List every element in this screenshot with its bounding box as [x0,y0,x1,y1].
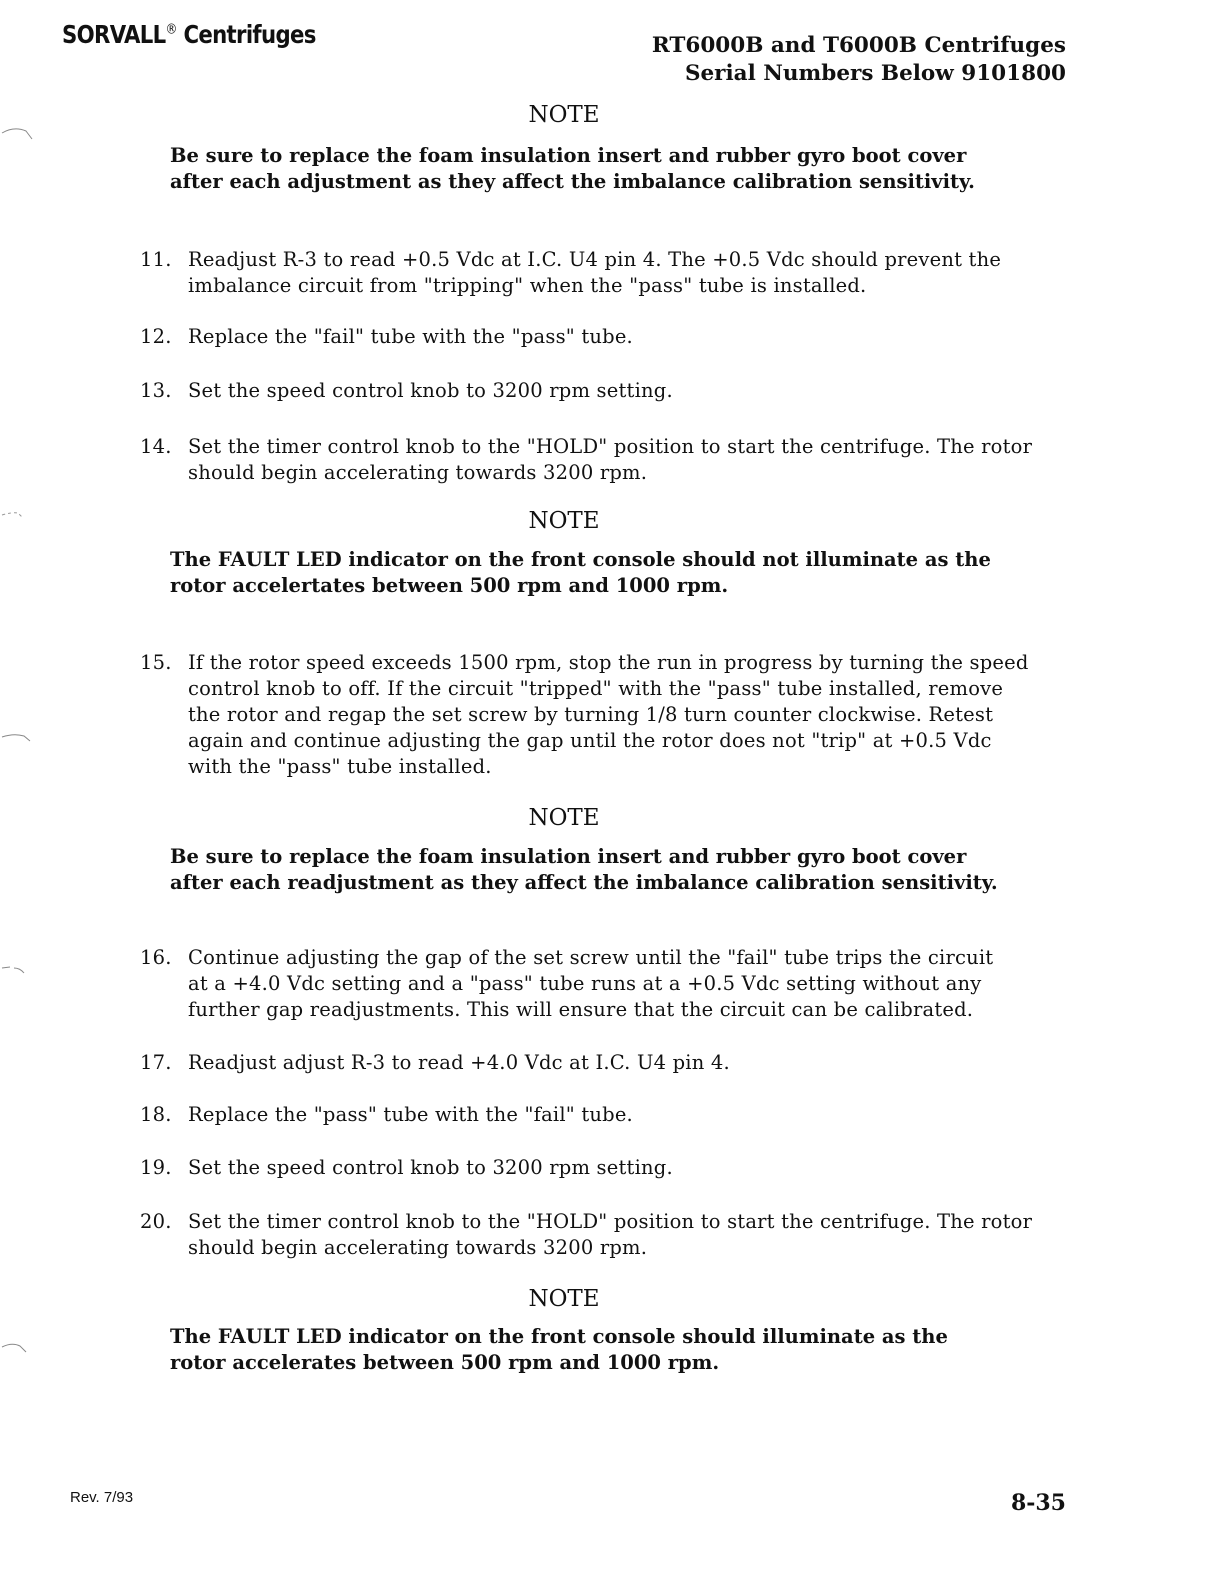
step-line: Replace the "pass" tube with the "fail" tube. [188,1103,633,1126]
note-body [170,143,990,195]
document-header [652,32,1066,88]
step-number: 11. [140,248,172,271]
note-line: Be sure to replace the foam insulation insert and rubber gyro boot cover [170,845,967,868]
step-text [188,434,1040,486]
note-title: NOTE [528,805,600,831]
step-number: 20. [140,1210,172,1233]
step-line: Replace the "fail" tube with the "pass" tube. [188,325,633,348]
note-line: rotor accelertates between 500 rpm and 1000 rpm. [170,574,729,597]
step-number: 14. [140,435,172,458]
step-number: 18. [140,1103,172,1126]
step-line: imbalance circuit from "tripping" when the "pass" tube is installed. [188,274,867,297]
scan-mark [0,1338,34,1358]
step-line: again and continue adjusting the gap until the rotor does not "trip" at +0.5 Vdc [188,729,992,752]
note-line: Be sure to replace the foam insulation insert and rubber gyro boot cover [170,144,967,167]
step-line: control knob to off. If the circuit "tripped" with the "pass" tube installed, remove [188,677,1004,700]
note-body [170,1324,990,1376]
step-number: 13. [140,379,172,402]
step-text [188,1050,1040,1076]
step-text [188,1102,1040,1128]
note-title: NOTE [528,508,600,534]
scan-mark [0,123,34,143]
step-number: 17. [140,1051,172,1074]
brand-product: Centrifuges [183,20,316,49]
step-line: Continue adjusting the gap of the set screw until the "fail" tube trips the circuit [188,946,994,969]
step-text [188,324,1040,350]
page-number: 8-35 [1010,1490,1066,1516]
step-line: should begin accelerating towards 3200 rpm. [188,1236,648,1259]
note-body [170,547,990,599]
step-line: Readjust adjust R-3 to read +4.0 Vdc at I.C. U4 pin 4. [188,1051,730,1074]
step-number: 16. [140,946,172,969]
step-number: 19. [140,1156,172,1179]
header-subtitle: Serial Numbers Below 9101800 [684,61,1066,86]
brand-logo [62,20,316,49]
revision-label: Rev. 7/93 [70,1489,134,1506]
step-line: should begin accelerating towards 3200 rpm. [188,461,648,484]
note-line: The FAULT LED indicator on the front console should not illuminate as the [170,548,991,571]
note-line: after each adjustment as they affect the imbalance calibration sensitivity. [170,170,975,193]
brand-name: SORVALL [62,20,166,49]
note-line: after each readjustment as they affect the imbalance calibration sensitivity. [170,871,998,894]
step-line: If the rotor speed exceeds 1500 rpm, stop the run in progress by turning the speed [188,651,1029,674]
note-line: The FAULT LED indicator on the front console should illuminate as the [170,1325,948,1348]
step-line: Set the timer control knob to the "HOLD" position to start the centrifuge. The rotor [188,435,1033,458]
registered-mark: ® [165,21,177,38]
step-line: Set the speed control knob to 3200 rpm setting. [188,379,673,402]
step-text [188,247,1040,299]
step-text [188,1209,1040,1261]
scan-mark [0,727,34,747]
note-line: rotor accelerates between 500 rpm and 1000 rpm. [170,1351,720,1374]
step-line: further gap readjustments. This will ensure that the circuit can be calibrated. [188,998,974,1021]
note-title: NOTE [528,102,600,128]
step-text [188,378,1040,404]
header-title: RT6000B and T6000B Centrifuges [651,33,1066,58]
step-line: at a +4.0 Vdc setting and a "pass" tube runs at a +0.5 Vdc setting without any [188,972,982,995]
step-line: Set the timer control knob to the "HOLD" position to start the centrifuge. The rotor [188,1210,1033,1233]
step-text [188,945,1040,1023]
step-number: 15. [140,651,172,674]
step-line: with the "pass" tube installed. [188,755,492,778]
step-number: 12. [140,325,172,348]
step-text [188,1155,1040,1181]
scan-mark [0,503,34,523]
note-body [170,844,998,896]
note-title: NOTE [528,1286,600,1312]
scan-mark [0,958,34,978]
step-line: the rotor and regap the set screw by turning 1/8 turn counter clockwise. Retest [188,703,994,726]
step-text [188,650,1040,780]
step-line: Readjust R-3 to read +0.5 Vdc at I.C. U4 pin 4. The +0.5 Vdc should prevent the [188,248,1002,271]
step-line: Set the speed control knob to 3200 rpm setting. [188,1156,673,1179]
